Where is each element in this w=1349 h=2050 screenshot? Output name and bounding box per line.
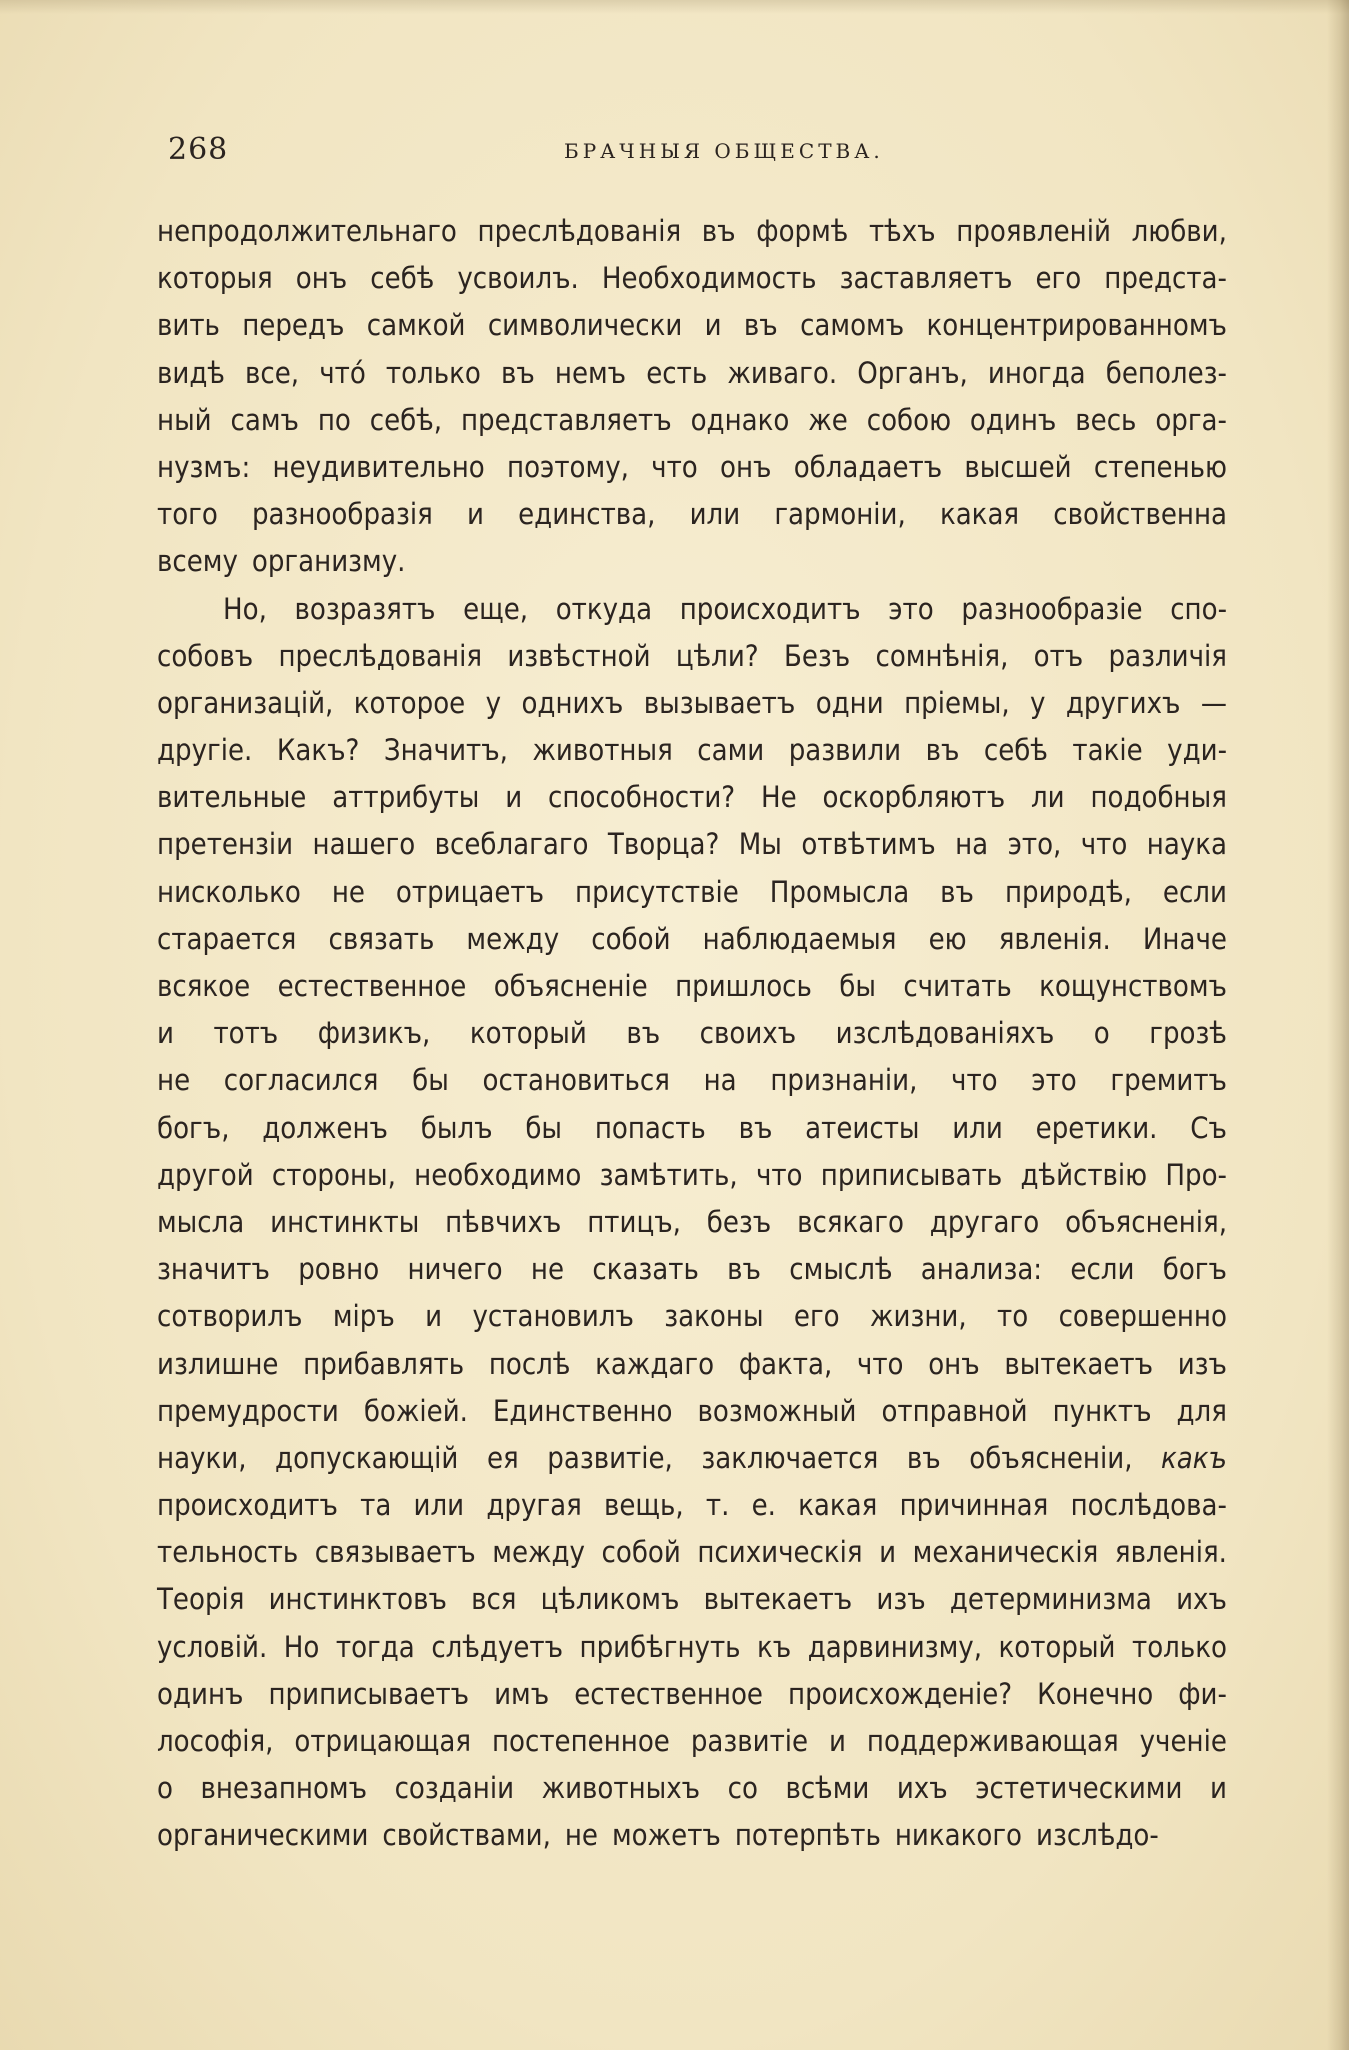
page-body-text (157, 208, 1227, 1860)
text-line: науки, допускающій ея развитіе, заключается въ объясненіи, какъ (157, 1440, 1227, 1475)
text-line: ный самъ по себѣ, представляетъ однако же собою одинъ весь орга- (157, 402, 1227, 437)
text-line: которыя онъ себѣ усвоилъ. Необходимость заставляетъ его предста- (157, 261, 1227, 296)
paragraph (157, 586, 1227, 1860)
running-title: БРАЧНЫЯ ОБЩЕСТВА. (564, 139, 884, 163)
text-line: тельность связываетъ между собой психическія и механическія явленія. (157, 1535, 1227, 1570)
page-shadow-top (0, 0, 1349, 14)
text-line: мысла инстинкты пѣвчихъ птицъ, безъ всякаго другаго объясненія, (157, 1204, 1227, 1239)
text-line: непродолжительнаго преслѣдованія въ формѣ тѣхъ проявленій любви, (157, 214, 1227, 248)
text-line: Теорія инстинктовъ вся цѣликомъ вытекаетъ изъ детерминизма ихъ (157, 1582, 1227, 1617)
text-line: собовъ преслѣдованія извѣстной цѣли? Безъ сомнѣнія, отъ различія (157, 638, 1227, 673)
text-line: богъ, долженъ былъ бы попасть въ атеисты или еретики. Съ (157, 1110, 1227, 1145)
text-line: о внезапномъ созданіи животныхъ со всѣми ихъ эстетическими и (157, 1771, 1227, 1806)
text-line: нузмъ: неудивительно поэтому, что онъ обладаетъ высшей степенью (157, 449, 1227, 484)
text-line: премудрости божіей. Единственно возможный отправной пунктъ для (157, 1393, 1227, 1428)
text-line: одинъ приписываетъ имъ естественное происхожденіе? Конечно фи- (157, 1676, 1227, 1711)
text-line: того разнообразія и единства, или гармоніи, какая свойственна (157, 497, 1227, 532)
text-line: излишне прибавлять послѣ каждаго факта, что онъ вытекаетъ изъ (157, 1346, 1227, 1381)
text-line: значитъ ровно ничего не сказать въ смыслѣ анализа: если богъ (157, 1252, 1227, 1287)
page-header (168, 132, 1228, 172)
text-line: происходитъ та или другая вещь, т. е. какая причинная послѣдова- (157, 1488, 1227, 1523)
text-line: вить передъ самкой символически и въ самомъ концентрированномъ (157, 308, 1227, 343)
text-line: вительные аттрибуты и способности? Не оскорбляютъ ли подобныя (157, 780, 1227, 815)
text-line: другіе. Какъ? Значитъ, животныя сами развили въ себѣ такіе уди- (157, 733, 1227, 768)
text-line: и тотъ физикъ, который въ своихъ изслѣдованіяхъ о грозѣ (157, 1016, 1227, 1051)
text-line: сотворилъ міръ и установилъ законы его жизни, то совершенно (157, 1299, 1227, 1334)
text-line: видѣ все, что́ только въ немъ есть живаго. Органъ, иногда беполез- (157, 355, 1227, 390)
text-line: не согласился бы остановиться на признаніи, что это гремитъ (157, 1063, 1227, 1098)
text-line: условій. Но тогда слѣдуетъ прибѣгнуть къ дарвинизму, который только (157, 1629, 1227, 1664)
paragraph (157, 208, 1227, 586)
text-line: Но, возразятъ еще, откуда происходитъ это разнообразіе спо- (223, 591, 1227, 626)
text-line: нисколько не отрицаетъ присутствіе Промысла въ природѣ, если (157, 874, 1227, 909)
text-line: всему организму. (157, 544, 406, 579)
text-line: лософія, отрицающая постепенное развитіе и поддерживающая ученіе (157, 1724, 1227, 1758)
text-line: другой стороны, необходимо замѣтить, что приписывать дѣйствію Про- (157, 1157, 1227, 1192)
page-shadow-right (1327, 0, 1349, 2050)
text-line: органическими свойствами, не можетъ потерпѣть никакого изслѣдо- (157, 1818, 1159, 1853)
text-line: претензіи нашего всеблагаго Творца? Мы отвѣтимъ на это, что наука (157, 827, 1227, 862)
text-line: организацій, которое у однихъ вызываетъ одни пріемы, у другихъ — (157, 685, 1227, 720)
page-number: 268 (168, 132, 229, 167)
text-line: всякое естественное объясненіе пришлось бы считать кощунствомъ (157, 969, 1227, 1003)
text-line: старается связать между собой наблюдаемыя ею явленія. Иначе (157, 921, 1227, 956)
